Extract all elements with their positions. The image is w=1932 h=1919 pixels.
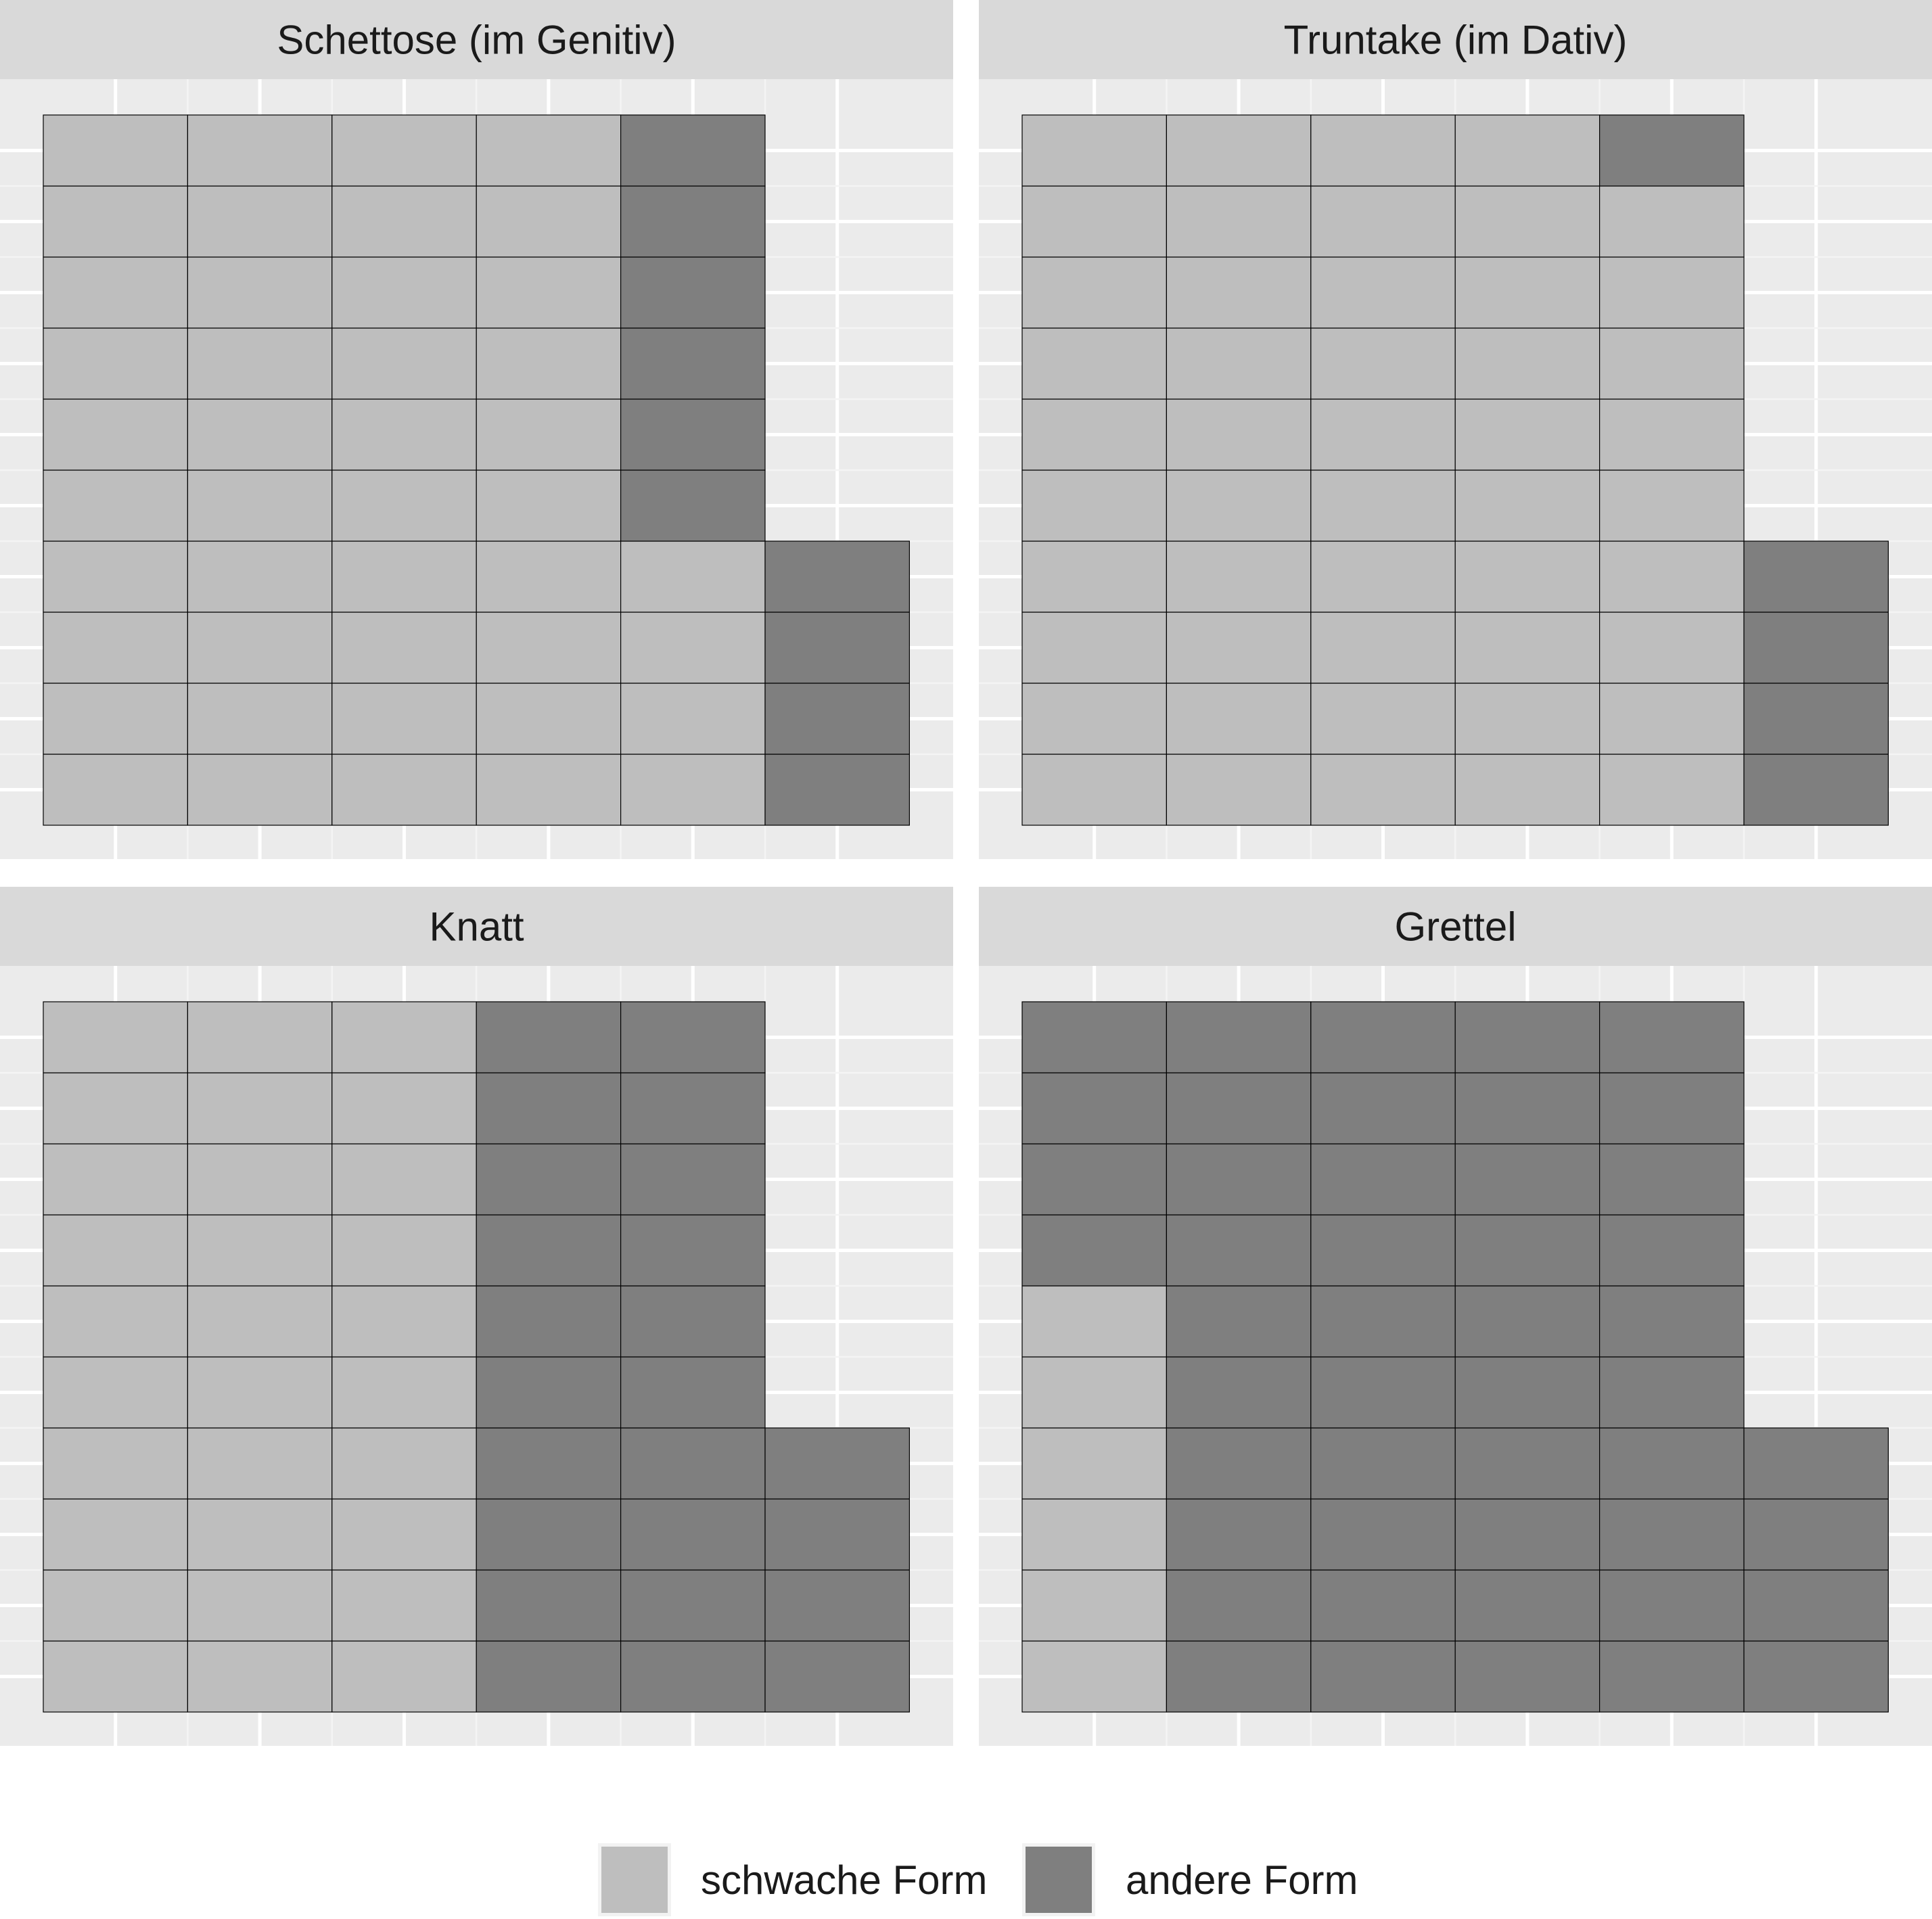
waffle-cell-schwach — [43, 1144, 187, 1215]
waffle-cell-schwach — [332, 1428, 476, 1499]
waffle-cell-schwach — [1311, 257, 1455, 328]
waffle-cell-schwach — [1455, 328, 1599, 399]
waffle-cell-schwach — [332, 1357, 476, 1428]
waffle-cell-schwach — [187, 1286, 331, 1357]
waffle-cell-schwach — [1311, 115, 1455, 186]
waffle-cell-schwach — [187, 1357, 331, 1428]
waffle-cell-schwach — [332, 328, 476, 399]
waffle-cell-andere — [765, 683, 909, 754]
waffle-cell-schwach — [43, 612, 187, 683]
waffle-cell-schwach — [1022, 1357, 1166, 1428]
waffle-cell-andere — [765, 754, 909, 825]
waffle-cell-andere — [765, 1641, 909, 1712]
waffle-cell-schwach — [43, 1428, 187, 1499]
waffle-cell-andere — [476, 1144, 620, 1215]
waffle-cell-schwach — [43, 754, 187, 825]
waffle-cell-schwach — [187, 1641, 331, 1712]
waffle-cell-schwach — [1455, 399, 1599, 470]
waffle-cell-schwach — [43, 1073, 187, 1144]
waffle-cell-schwach — [1022, 399, 1166, 470]
legend-swatch — [601, 1847, 668, 1913]
waffle-cell-schwach — [332, 257, 476, 328]
waffle-cell-schwach — [187, 1144, 331, 1215]
waffle-cell-schwach — [1311, 186, 1455, 257]
waffle-cell-andere — [1455, 1073, 1599, 1144]
waffle-cell-andere — [621, 1073, 765, 1144]
waffle-cell-andere — [1022, 1073, 1166, 1144]
waffle-cell-schwach — [187, 1428, 331, 1499]
waffle-cell-schwach — [621, 541, 765, 612]
waffle-cell-schwach — [1166, 399, 1310, 470]
waffle-cell-andere — [476, 1286, 620, 1357]
waffle-cell-schwach — [476, 470, 620, 541]
waffle-cell-andere — [1022, 1002, 1166, 1073]
waffle-cell-andere — [1744, 1499, 1888, 1570]
waffle-cell-andere — [1311, 1570, 1455, 1641]
waffle-cell-andere — [1455, 1499, 1599, 1570]
waffle-cell-andere — [1311, 1286, 1455, 1357]
waffle-cell-schwach — [1311, 683, 1455, 754]
waffle-cell-andere — [621, 1499, 765, 1570]
waffle-cell-schwach — [1311, 754, 1455, 825]
waffle-cell-schwach — [1022, 1428, 1166, 1499]
waffle-cell-schwach — [332, 399, 476, 470]
waffle-cell-andere — [1455, 1286, 1599, 1357]
waffle-cell-schwach — [1022, 754, 1166, 825]
waffle-cell-schwach — [1455, 257, 1599, 328]
waffle-cell-schwach — [1022, 470, 1166, 541]
panel-title: Knatt — [429, 904, 524, 950]
waffle-cell-schwach — [1022, 612, 1166, 683]
waffle-cell-schwach — [332, 186, 476, 257]
waffle-cell-andere — [1600, 1499, 1744, 1570]
waffle-cell-schwach — [1600, 754, 1744, 825]
waffle-cell-andere — [1166, 1073, 1310, 1144]
waffle-cell-andere — [621, 470, 765, 541]
waffle-cell-andere — [621, 1357, 765, 1428]
waffle-cell-schwach — [1311, 328, 1455, 399]
waffle-cell-andere — [1022, 1215, 1166, 1286]
waffle-cell-schwach — [1022, 1641, 1166, 1712]
waffle-cell-schwach — [187, 186, 331, 257]
waffle-cell-andere — [1022, 1144, 1166, 1215]
legend — [598, 1843, 1358, 1916]
waffle-cell-schwach — [187, 1073, 331, 1144]
waffle-cell-schwach — [1600, 186, 1744, 257]
waffle-cell-andere — [1166, 1357, 1310, 1428]
waffle-cell-schwach — [332, 683, 476, 754]
waffle-cell-schwach — [1455, 683, 1599, 754]
waffle-cell-andere — [1311, 1002, 1455, 1073]
waffle-cell-schwach — [1022, 683, 1166, 754]
waffle-cell-andere — [1311, 1215, 1455, 1286]
waffle-cell-andere — [1311, 1641, 1455, 1712]
waffle-cell-andere — [1600, 115, 1744, 186]
waffle-cell-schwach — [43, 1286, 187, 1357]
waffle-cell-schwach — [476, 257, 620, 328]
waffle-cell-schwach — [476, 115, 620, 186]
waffle-cell-andere — [621, 1286, 765, 1357]
waffle-cell-andere — [621, 399, 765, 470]
waffle-cell-andere — [1600, 1073, 1744, 1144]
waffle-cell-schwach — [476, 754, 620, 825]
waffle-cell-schwach — [1022, 257, 1166, 328]
waffle-cell-andere — [621, 1002, 765, 1073]
waffle-cell-schwach — [1166, 186, 1310, 257]
waffle-cell-schwach — [621, 754, 765, 825]
waffle-cell-andere — [1311, 1428, 1455, 1499]
waffle-cell-andere — [1600, 1641, 1744, 1712]
waffle-cell-schwach — [1600, 399, 1744, 470]
waffle-cell-andere — [1600, 1002, 1744, 1073]
waffle-cell-schwach — [1166, 612, 1310, 683]
panel-knatt — [0, 887, 953, 1746]
panel-title: Schettose (im Genitiv) — [277, 17, 676, 63]
waffle-cell-andere — [621, 1570, 765, 1641]
waffle-cell-andere — [621, 1641, 765, 1712]
waffle-cell-andere — [1311, 1073, 1455, 1144]
waffle-cell-schwach — [1166, 328, 1310, 399]
waffle-cell-schwach — [43, 115, 187, 186]
waffle-cell-andere — [621, 1428, 765, 1499]
waffle-cell-andere — [1166, 1570, 1310, 1641]
waffle-cell-schwach — [332, 1002, 476, 1073]
waffle-cell-schwach — [43, 399, 187, 470]
waffle-cell-schwach — [43, 1641, 187, 1712]
waffle-cell-andere — [476, 1357, 620, 1428]
waffle-cell-schwach — [476, 683, 620, 754]
waffle-cell-schwach — [43, 683, 187, 754]
waffle-cell-andere — [1455, 1215, 1599, 1286]
waffle-cell-schwach — [187, 683, 331, 754]
waffle-cell-schwach — [332, 1641, 476, 1712]
waffle-cell-schwach — [476, 541, 620, 612]
waffle-cell-schwach — [1455, 470, 1599, 541]
waffle-cell-schwach — [332, 115, 476, 186]
waffle-cell-andere — [476, 1570, 620, 1641]
waffle-cell-andere — [476, 1002, 620, 1073]
waffle-cell-andere — [765, 1428, 909, 1499]
waffle-cell-schwach — [43, 257, 187, 328]
waffle-cell-andere — [1166, 1641, 1310, 1712]
waffle-cell-schwach — [43, 1215, 187, 1286]
waffle-cell-andere — [1166, 1002, 1310, 1073]
waffle-cell-andere — [476, 1215, 620, 1286]
waffle-cell-schwach — [1455, 186, 1599, 257]
waffle-cell-andere — [1455, 1357, 1599, 1428]
waffle-cell-andere — [765, 612, 909, 683]
waffle-cell-andere — [621, 1144, 765, 1215]
legend-swatch — [1026, 1847, 1092, 1913]
waffle-cell-andere — [621, 257, 765, 328]
waffle-cell-schwach — [332, 1499, 476, 1570]
waffle-cell-schwach — [1600, 470, 1744, 541]
waffle-cell-schwach — [1166, 541, 1310, 612]
waffle-cell-schwach — [187, 612, 331, 683]
panel-title: Grettel — [1394, 904, 1517, 950]
waffle-cell-andere — [621, 1215, 765, 1286]
waffle-cell-andere — [1311, 1357, 1455, 1428]
waffle-cell-andere — [1744, 1641, 1888, 1712]
waffle-cell-schwach — [187, 1499, 331, 1570]
waffle-cell-schwach — [43, 470, 187, 541]
waffle-cell-schwach — [1600, 612, 1744, 683]
waffle-cell-schwach — [1166, 257, 1310, 328]
waffle-cell-schwach — [1455, 541, 1599, 612]
waffle-cell-schwach — [332, 1286, 476, 1357]
waffle-cell-schwach — [43, 1570, 187, 1641]
waffle-cell-andere — [1744, 541, 1888, 612]
waffle-cell-schwach — [43, 541, 187, 612]
waffle-cell-schwach — [332, 470, 476, 541]
waffle-cell-andere — [1600, 1357, 1744, 1428]
waffle-cell-andere — [1744, 1428, 1888, 1499]
waffle-cell-schwach — [1311, 612, 1455, 683]
waffle-cell-schwach — [1455, 115, 1599, 186]
waffle-cell-andere — [1166, 1144, 1310, 1215]
waffle-cell-andere — [1166, 1499, 1310, 1570]
waffle-cell-schwach — [1022, 1286, 1166, 1357]
waffle-cell-andere — [476, 1641, 620, 1712]
waffle-cell-andere — [1600, 1570, 1744, 1641]
waffle-cell-schwach — [476, 186, 620, 257]
waffle-cell-schwach — [332, 1144, 476, 1215]
legend-item-schwach — [598, 1843, 987, 1916]
panel-grettel — [979, 887, 1932, 1746]
waffle-cell-schwach — [187, 541, 331, 612]
waffle-cell-andere — [1455, 1641, 1599, 1712]
waffle-cell-schwach — [187, 470, 331, 541]
waffle-cell-schwach — [187, 257, 331, 328]
waffle-cell-schwach — [1166, 470, 1310, 541]
waffle-cell-schwach — [43, 328, 187, 399]
waffle-cell-andere — [621, 328, 765, 399]
waffle-cell-schwach — [332, 754, 476, 825]
waffle-cell-andere — [1600, 1286, 1744, 1357]
waffle-cell-schwach — [1455, 612, 1599, 683]
waffle-cell-schwach — [1600, 683, 1744, 754]
legend-item-andere — [1022, 1843, 1358, 1916]
waffle-cell-schwach — [187, 1215, 331, 1286]
waffle-cell-andere — [1600, 1215, 1744, 1286]
waffle-cell-schwach — [1600, 257, 1744, 328]
waffle-cell-schwach — [476, 328, 620, 399]
waffle-cell-schwach — [43, 1357, 187, 1428]
waffle-cell-schwach — [1166, 683, 1310, 754]
waffle-cell-schwach — [621, 683, 765, 754]
waffle-cell-schwach — [1600, 541, 1744, 612]
waffle-cell-schwach — [1022, 186, 1166, 257]
waffle-cell-schwach — [476, 399, 620, 470]
waffle-cell-schwach — [332, 1215, 476, 1286]
waffle-cell-andere — [1744, 1570, 1888, 1641]
panel-title: Truntake (im Dativ) — [1283, 17, 1628, 63]
waffle-cell-andere — [1744, 612, 1888, 683]
waffle-cell-andere — [765, 1499, 909, 1570]
waffle-cell-schwach — [187, 754, 331, 825]
waffle-cell-andere — [1311, 1144, 1455, 1215]
waffle-cell-schwach — [1455, 754, 1599, 825]
waffle-cell-schwach — [332, 612, 476, 683]
waffle-cell-schwach — [43, 1499, 187, 1570]
waffle-cell-andere — [476, 1073, 620, 1144]
waffle-cell-andere — [1455, 1428, 1599, 1499]
waffle-cell-andere — [1455, 1002, 1599, 1073]
waffle-cell-schwach — [187, 1002, 331, 1073]
waffle-cell-schwach — [1311, 470, 1455, 541]
legend-label: schwache Form — [701, 1857, 988, 1903]
waffle-cell-schwach — [1600, 328, 1744, 399]
waffle-cell-andere — [765, 1570, 909, 1641]
waffle-cell-schwach — [43, 1002, 187, 1073]
waffle-cell-schwach — [1311, 541, 1455, 612]
waffle-cell-andere — [1744, 683, 1888, 754]
legend-label: andere Form — [1126, 1857, 1358, 1903]
waffle-cell-schwach — [1022, 541, 1166, 612]
panel-schettose-im-genitiv — [0, 0, 953, 859]
waffle-cell-schwach — [1022, 1570, 1166, 1641]
waffle-cell-andere — [1455, 1144, 1599, 1215]
panel-truntake-im-dativ — [979, 0, 1932, 859]
waffle-cell-andere — [476, 1499, 620, 1570]
waffle-cell-schwach — [332, 541, 476, 612]
waffle-cell-schwach — [187, 399, 331, 470]
waffle-cell-andere — [621, 186, 765, 257]
waffle-cell-schwach — [1022, 1499, 1166, 1570]
waffle-cell-andere — [621, 115, 765, 186]
waffle-cell-andere — [1744, 754, 1888, 825]
waffle-cell-schwach — [1166, 115, 1310, 186]
waffle-cell-schwach — [187, 328, 331, 399]
waffle-cell-schwach — [1311, 399, 1455, 470]
waffle-cell-schwach — [332, 1570, 476, 1641]
waffle-cell-schwach — [187, 1570, 331, 1641]
waffle-cell-schwach — [1022, 328, 1166, 399]
waffle-cell-andere — [765, 541, 909, 612]
waffle-cell-schwach — [1022, 115, 1166, 186]
waffle-cell-schwach — [1166, 754, 1310, 825]
waffle-cell-schwach — [187, 115, 331, 186]
waffle-cell-schwach — [332, 1073, 476, 1144]
waffle-cell-andere — [1166, 1286, 1310, 1357]
waffle-cell-andere — [1311, 1499, 1455, 1570]
waffle-cell-schwach — [621, 612, 765, 683]
waffle-cell-schwach — [476, 612, 620, 683]
waffle-cell-andere — [1455, 1570, 1599, 1641]
waffle-cell-andere — [1166, 1428, 1310, 1499]
waffle-cell-andere — [1600, 1144, 1744, 1215]
waffle-cell-andere — [1600, 1428, 1744, 1499]
waffle-cell-andere — [1166, 1215, 1310, 1286]
waffle-cell-schwach — [43, 186, 187, 257]
waffle-cell-andere — [476, 1428, 620, 1499]
